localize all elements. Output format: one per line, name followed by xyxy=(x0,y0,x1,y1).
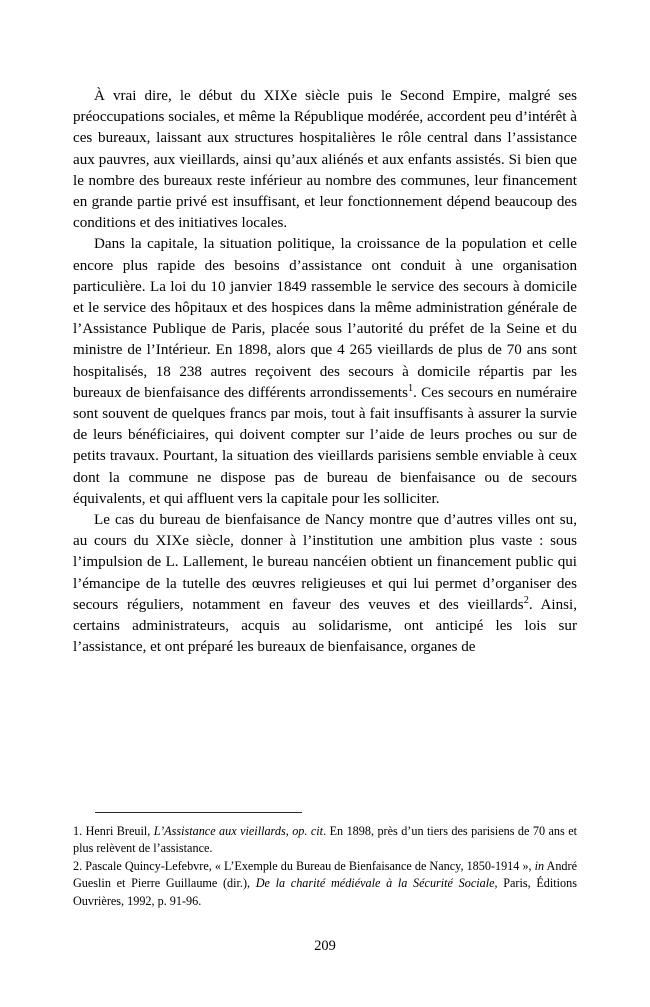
page-number: 209 xyxy=(314,938,336,954)
footnote-1: 1. Henri Breuil, L’Assistance aux vieillards, op. cit. En 1898, près d’un tiers des parisiens de 70 ans et plus relèvent de l’assistance. xyxy=(73,824,577,856)
footnote-list xyxy=(73,823,577,910)
footnote-reference-2[interactable]: 2 xyxy=(523,594,529,606)
footnote-2: 2. Pascale Quincy-Lefebvre, « L’Exemple du Bureau de Bienfaisance de Nancy, 1850-1914 », in André Gueslin et Pierre Guillaume (dir.), De la charité médiévale à la Sécurité Sociale, Paris, Éditions Ouvrières, 1992, p. 91-96. xyxy=(73,858,577,908)
body-text-block xyxy=(73,86,577,658)
italic-text: L’Assistance aux vieillards xyxy=(153,824,286,838)
italic-text: De la charité médiévale à la Sécurité Sociale xyxy=(255,876,495,891)
footnote-separator-rule xyxy=(95,812,302,813)
paragraph-1: À vrai dire, le début du XIXe siècle puis le Second Empire, malgré ses préoccupations sociales, et même la République modérée, accordent peu d’intérêt à ces bureaux, laissant aux structures hospitalières le rôle central dans l’assistance aux pauvres, aux vieillards, ainsi qu’aux aliénés et aux enfants assistés. Si bien que le nombre des bureaux reste inférieur au nombre des communes, leur financement en grande partie privé est insuffisant, et leur fonctionnement dépend beaucoup des conditions et des initiatives locales. xyxy=(73,88,577,232)
paragraph-3: Le cas du bureau de bienfaisance de Nancy montre que d’autres villes ont su, au cours du XIXe siècle, donner à l’institution une ambition plus vaste : sous l’impulsion de L. Lallement, le bureau nancéien obtient un financement public qui l’émancipe de la tutelle des œuvres religieuses et qui lui permet d’organiser des secours réguliers, notamment en faveur des veuves et des vieillards$^2$. Ainsi, certains administrateurs, acquis au solidarisme, ont anticipé les lois sur l’assistance, et ont préparé les bureaux de bienfaisance, organes de xyxy=(73,512,578,656)
italic-text: op. cit xyxy=(292,824,324,838)
footnote-area xyxy=(73,812,577,910)
paragraph-2: Dans la capitale, la situation politique, la croissance de la population et celle encore plus rapide des besoins d’assistance ont conduit à une organisation particulière. La loi du 10 janvier 1849 rassemble le service des secours à domicile et le service des hôpitaux et des hospices dans la même administration générale de l’Assistance Publique de Paris, placée sous l’autorité du préfet de la Seine et du ministre de l’Intérieur. En 1898, alors que 4 265 vieillards de plus de 70 ans sont hospitalisés, 18 238 autres reçoivent des secours à domicile répartis par les bureaux de bienfaisance des différents arrondissements$^1$. Ces secours en numéraire sont souvent de quelques francs par mois, tout à fait insuffisants à assurer la survie de leurs bénéficiaires, qui doivent compter sur l’aide de leurs proches ou sur de petits travaux. Pourtant, la situation des vieillards parisiens semble enviable à ceux dont la commune ne dispose pas de bureau de bienfaisance ou de secours équivalents, et qui affluent vers la capitale pour les solliciter. xyxy=(73,236,578,507)
italic-text: in xyxy=(534,858,545,873)
footnote-reference-1[interactable]: 1 xyxy=(408,382,414,394)
